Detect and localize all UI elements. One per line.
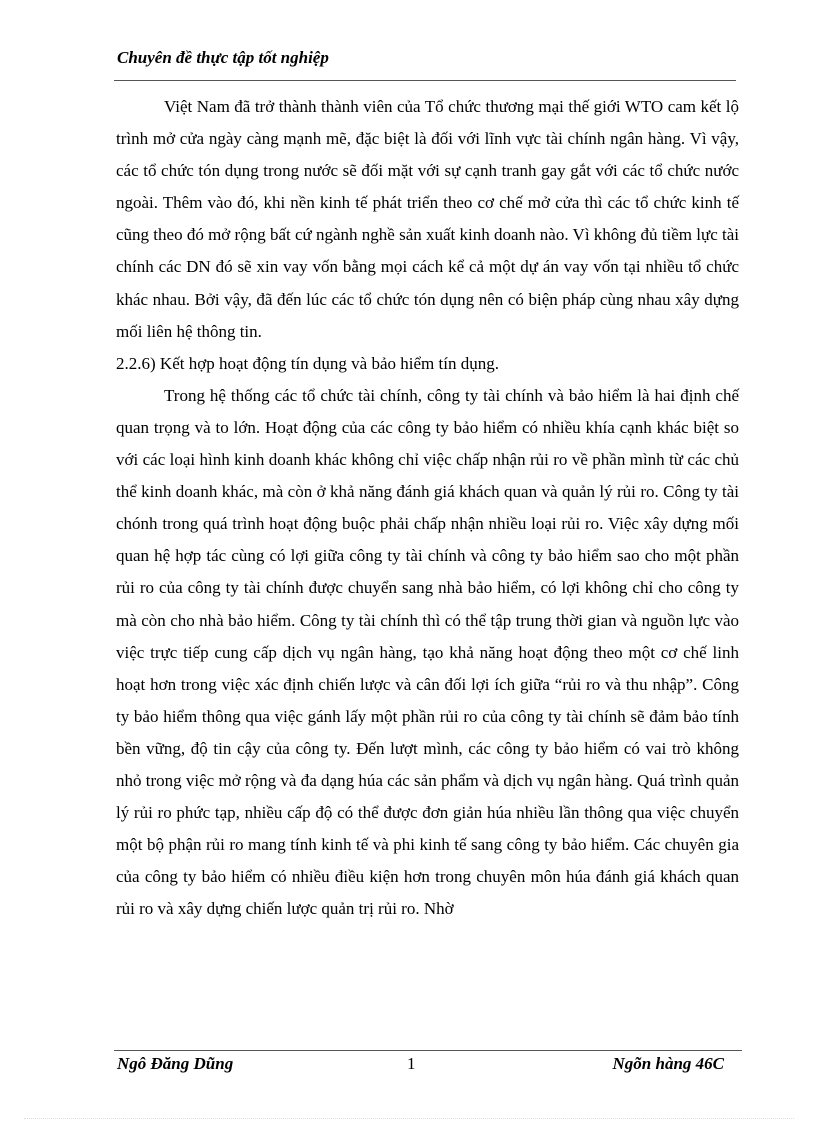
paragraph: Việt Nam đã trở thành thành viên của Tổ chức thương mại thế giới WTO cam kết lộ trình mở cửa ngày càng mạnh mẽ, đặc biệt là đối với lĩnh vực tài chính ngân hàng. Vì vậy, các tổ chức tón dụng trong nước sẽ đối mặt với sự cạnh tranh gay gắt với các tổ chức nước ngoài. Thêm vào đó, khi nền kinh tế phát triển theo cơ chế mở cửa thì các tổ chức kinh tế cũng theo đó mở rộng bất cứ ngành nghề sản xuất kinh doanh nào. Vì không đủ tiềm lực tài chính các DN đó sẽ xin vay vốn bằng mọi cách kể cả một dự án vay vốn tại nhiều tổ chức khác nhau. Bởi vậy, đã đến lúc các tổ chức tón dụng nên có biện pháp cùng nhau xây dựng mối liên hệ thông tin. <box>116 97 739 341</box>
footer-class: Ngõn hàng 46C <box>612 1054 724 1073</box>
page-number: 1 <box>407 1054 416 1073</box>
section-heading: 2.2.6) Kết hợp hoạt động tín dụng và bảo hiểm tín dụng. <box>116 353 499 373</box>
paragraph: Trong hệ thống các tổ chức tài chính, công ty tài chính và bảo hiểm là hai định chế quan trọng và to lớn. Hoạt động của các công ty bảo hiểm có nhiều khía cạnh khác biệt so với các loại hình kinh doanh khác không chỉ việc chấp nhận rủi ro về phần mình từ các chủ thể kinh doanh khác, mà còn ở khả năng đánh giá khách quan và quản lý rủi ro. Công ty tài chónh trong quá trình hoạt động buộc phải chấp nhận nhiều loại rủi ro. Việc xây dựng mối quan hệ hợp tác cùng có lợi giữa công ty tài chính và công ty bảo hiểm sao cho một phần rủi ro của công ty tài chính được chuyển sang nhà bảo hiểm, có lợi không chỉ cho công ty mà còn cho nhà bảo hiểm. Công ty tài chính thì có thể tập trung thời gian và nguồn lực vào việc trực tiếp cung cấp dịch vụ ngân hàng, tạo khả năng hoạt động theo một cơ chế linh hoạt hơn trong việc xác định chiến lược và cân đối lợi ích giữa “rủi ro và thu nhập”. Công ty bảo hiểm thông qua việc gánh lấy một phần rủi ro của công ty tài chính sẽ đảm bảo tính bền vững, độ tin cậy của công ty. Đến lượt mình, các công ty bảo hiểm có vai trò không nhỏ trong việc mở rộng và đa dạng húa các sản phẩm và dịch vụ ngân hàng. Quá trình quản lý rủi ro phức tạp, nhiều cấp độ có thể được đơn giản húa nhiều lần thông qua việc chuyển một bộ phận rủi ro mang tính kinh tế và phi kinh tế sang công ty bảo hiểm. Các chuyên gia của công ty bảo hiểm có nhiều điều kiện hơn trong chuyên môn húa đánh giá khách quan rủi ro và xây dựng chiến lược quản trị rủi ro. Nhờ <box>116 385 739 919</box>
page-edge-divider <box>24 1118 794 1119</box>
document-body <box>116 91 739 925</box>
footer-divider <box>114 1050 742 1051</box>
page-header-title: Chuyên đề thực tập tốt nghiệp <box>117 48 329 67</box>
header-divider <box>114 80 736 81</box>
footer-author: Ngô Đăng Dũng <box>117 1054 234 1073</box>
